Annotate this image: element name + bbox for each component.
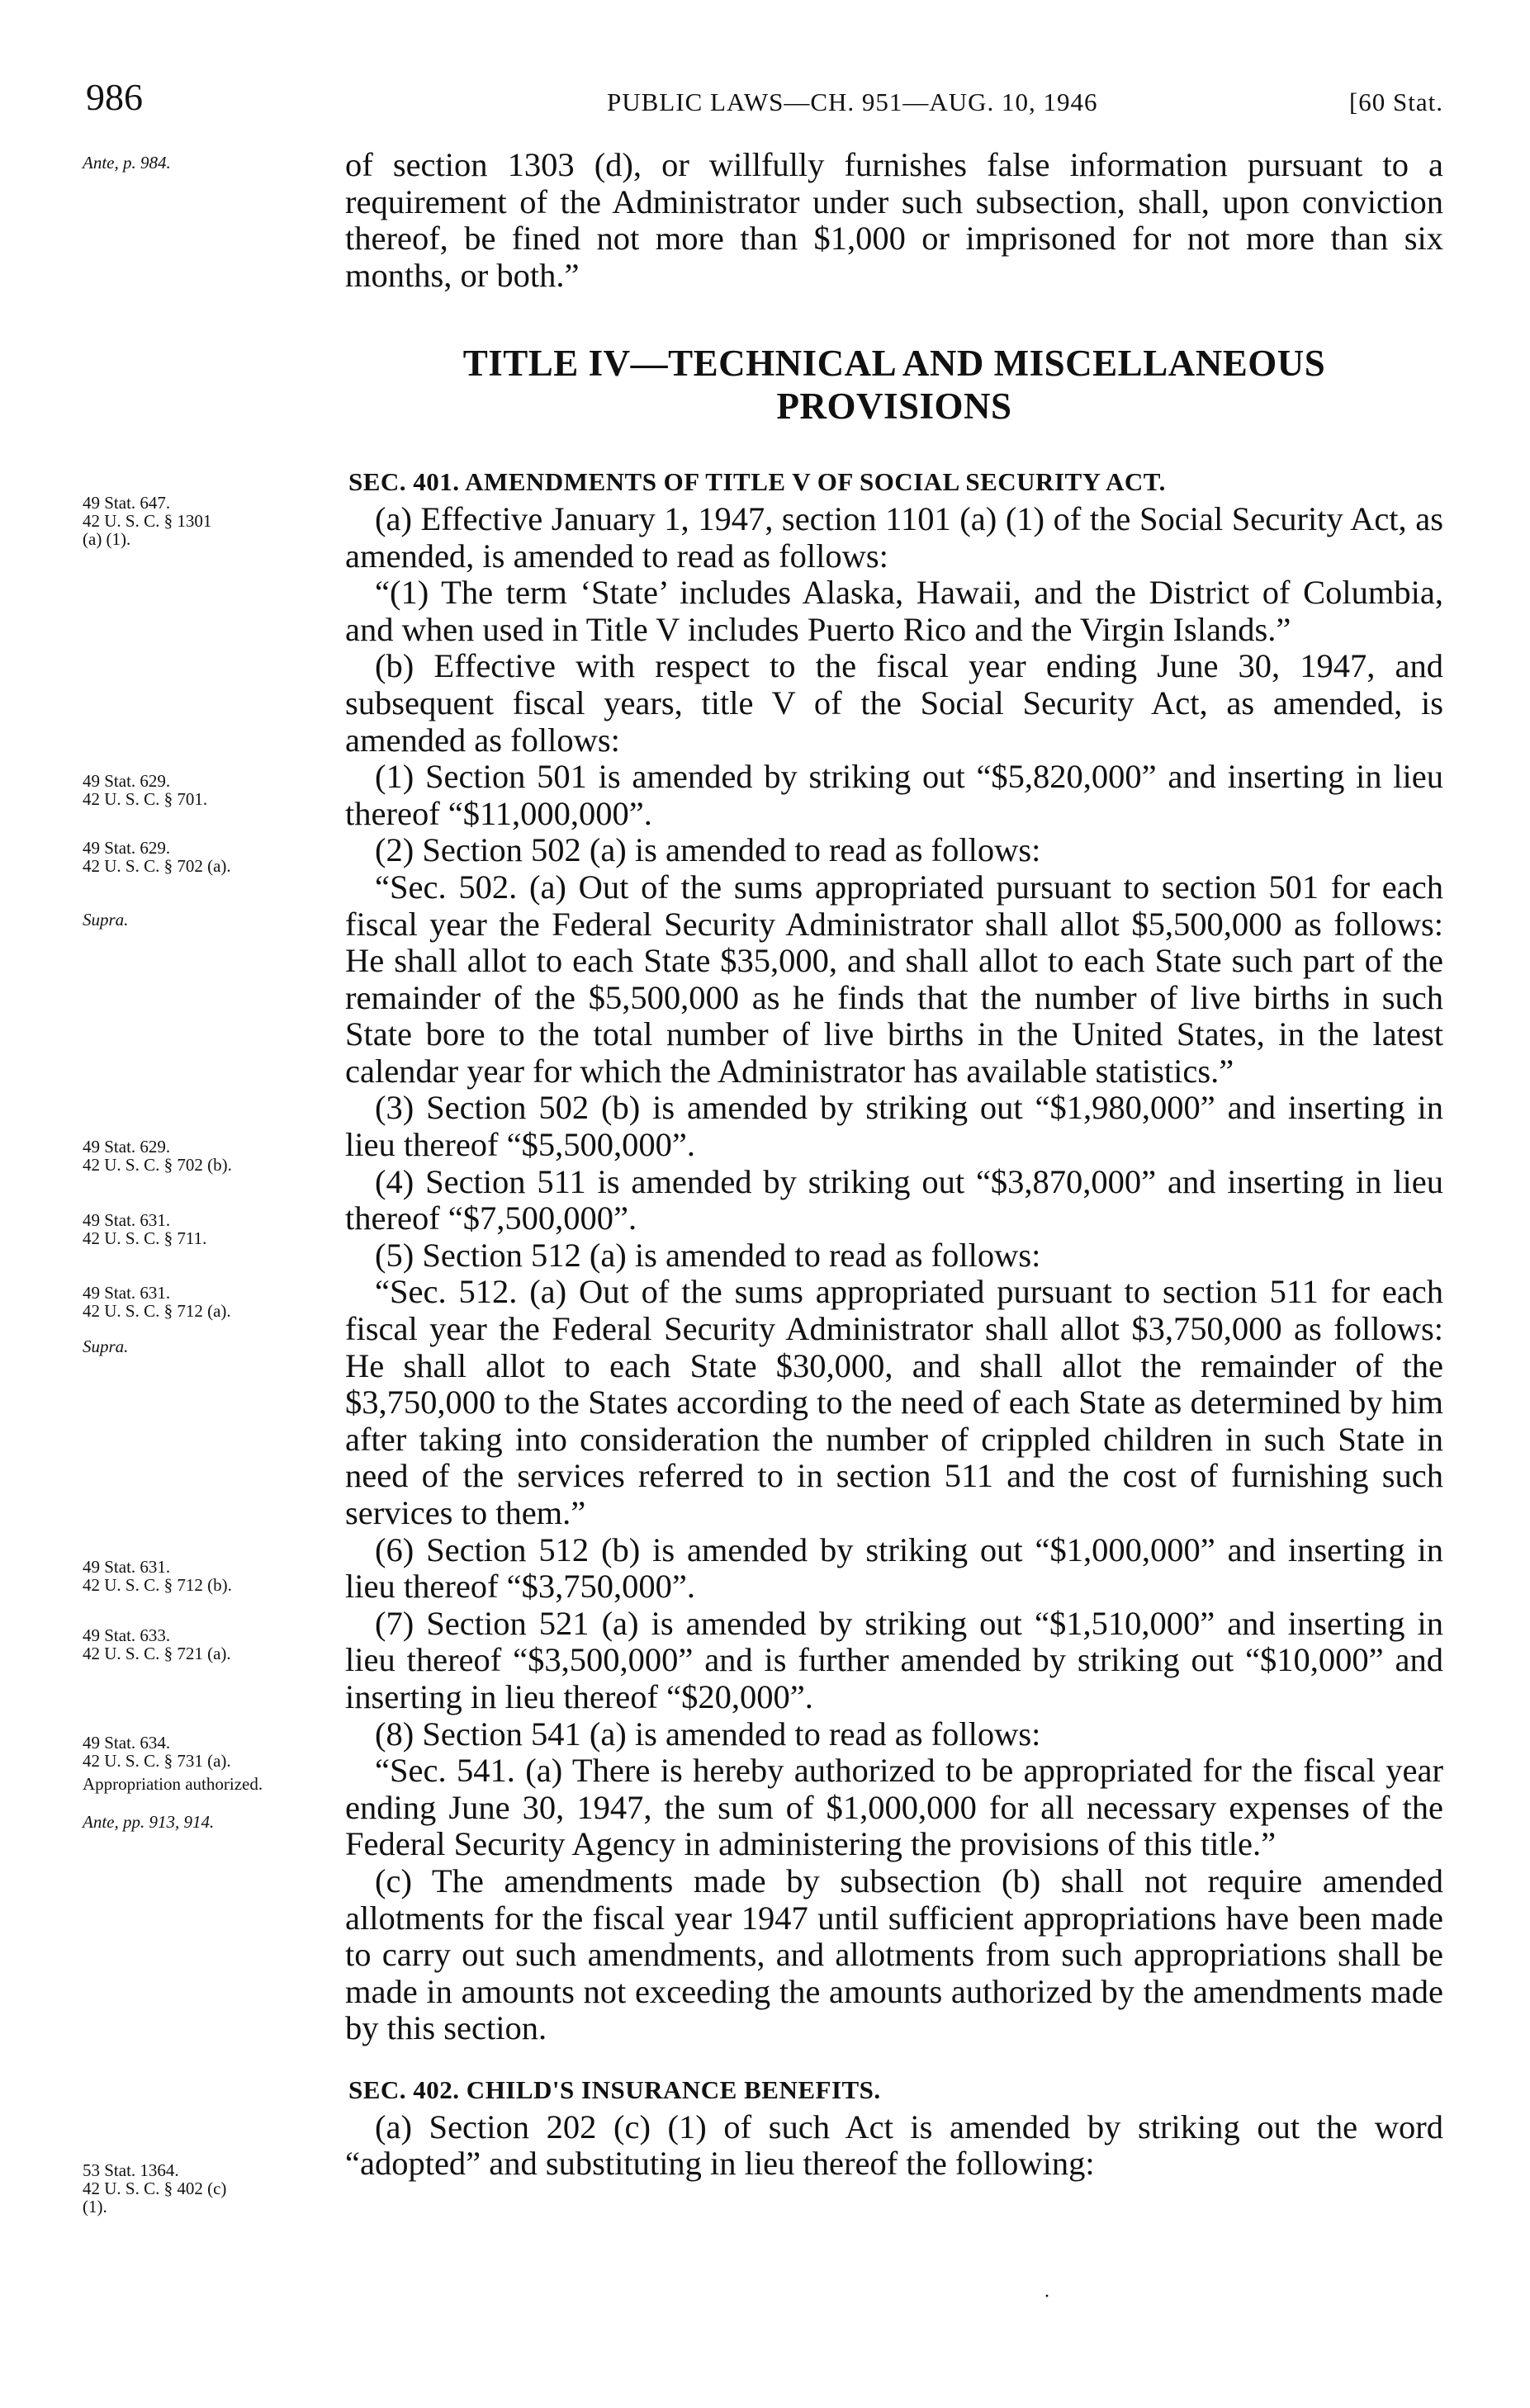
paragraph: (a) Effective January 1, 1947, section 1101 (a) (1) of the Social Security Act, as amended, is amended to read as follows: <box>345 499 1443 575</box>
margin-note: 49 Stat. 629. 42 U. S. C. § 701. <box>83 771 208 809</box>
paragraph: (c) The amendments made by subsection (b) shall not require amended allotments for the fiscal year 1947 until sufficient appropriations have been made to carry out such amendments, and allotments from such appropriations shall be made in amounts not exceeding the amounts authorized by the amendments made by this section. <box>345 1862 1443 2047</box>
margin-note: 49 Stat. 631. 42 U. S. C. § 712 (a). <box>83 1283 231 1321</box>
paragraph: “Sec. 502. (a) Out of the sums appropriated pursuant to section 501 for each fiscal year the Federal Security Administrator shall allot $5,500,000 as follows: He shall allot to each State $35,000, and shall allot to each State such part of the remainder of the $5,500,000 as he finds that the number of live births in such State bore to the total number of live births in the United States, in the latest calendar year for which the Administrator has available statistics.” <box>345 868 1443 1090</box>
volume-reference: [60 Stat. <box>1348 88 1443 116</box>
print-mark: · <box>1044 2286 1050 2307</box>
margin-note: 49 Stat. 647. 42 U. S. C. § 1301 (a) (1). <box>83 493 212 549</box>
margin-note: 49 Stat. 631. 42 U. S. C. § 712 (b). <box>83 1557 232 1595</box>
margin-note: 49 Stat. 634. 42 U. S. C. § 731 (a). <box>83 1733 231 1771</box>
margin-note: Ante, p. 984. <box>83 153 171 173</box>
paragraph: (b) Effective with respect to the fiscal year ending June 30, 1947, and subsequent fiscal years, title V of the Social Security Act, as amended, is amended as follows: <box>345 647 1443 759</box>
paragraph: (1) Section 501 is amended by striking out “$5,820,000” and inserting in lieu thereof “$11,000,000”. <box>345 758 1443 832</box>
paragraph: (5) Section 512 (a) is amended to read as follows: <box>375 1236 1041 1274</box>
margin-note: Appropriation authorized. <box>83 1774 263 1794</box>
paragraph: “Sec. 541. (a) There is hereby authorized to be appropriated for the fiscal year ending June 30, 1947, the sum of $1,000,000 for all necessary expenses of the Federal Security Agency in administering the provisions of this title.” <box>345 1752 1443 1863</box>
paragraph: (a) Section 202 (c) (1) of such Act is amended by striking out the word “adopted” and substituting in lieu thereof the following: <box>345 2108 1443 2183</box>
title-heading: TITLE IV—TECHNICAL AND MISCELLANEOUS PROVISIONS <box>462 343 1326 428</box>
page-number: 986 <box>86 76 143 118</box>
paragraph: of section 1303 (d), or willfully furnishes false information pursuant to a requirement of the Administrator under such subsection, shall, upon conviction thereof, be fined not more than $1,000 or imprisoned for not more than six months, or both.” <box>345 146 1443 294</box>
paragraph: (6) Section 512 (b) is amended by striking out “$1,000,000” and inserting in lieu thereof “$3,750,000”. <box>345 1530 1443 1606</box>
paragraph: (4) Section 511 is amended by striking out “$3,870,000” and inserting in lieu thereof “$7,500,000”. <box>345 1162 1443 1237</box>
paragraph: (8) Section 541 (a) is amended to read as follows: <box>375 1715 1041 1753</box>
paragraph: (3) Section 502 (b) is amended by striking out “$1,980,000” and inserting in lieu thereof “$5,500,000”. <box>345 1089 1443 1164</box>
margin-note: 49 Stat. 629. 42 U. S. C. § 702 (a). <box>83 838 231 876</box>
body-text <box>345 147 1443 2183</box>
margin-note: Ante, pp. 913, 914. <box>83 1812 215 1832</box>
section-heading: SEC. 401. AMENDMENTS OF TITLE V OF SOCIAL SECURITY ACT. <box>348 467 1166 497</box>
margin-note: 53 Stat. 1364. 42 U. S. C. § 402 (c) (1). <box>83 2160 227 2216</box>
running-head: PUBLIC LAWS—CH. 951—AUG. 10, 1946 <box>607 88 1098 116</box>
margin-note: 49 Stat. 633. 42 U. S. C. § 721 (a). <box>83 1625 231 1663</box>
margin-note: 49 Stat. 629. 42 U. S. C. § 702 (b). <box>83 1137 232 1175</box>
section-heading: SEC. 402. CHILD'S INSURANCE BENEFITS. <box>348 2074 881 2104</box>
paragraph: “Sec. 512. (a) Out of the sums appropriated pursuant to section 511 for each fiscal year the Federal Security Administrator shall allot $3,750,000 as follows: He shall allot to each State $30,000, and shall allot the remainder of the $3,750,000 to the States according to the need of each State as determined by him after taking into consideration the number of crippled children in such State in need of the services referred to in section 511 and the cost of furnishing such services to them.” <box>345 1273 1443 1531</box>
paragraph: (2) Section 502 (a) is amended to read as follows: <box>375 831 1041 869</box>
paragraph: “(1) The term ‘State’ includes Alaska, Hawaii, and the District of Columbia, and when used in Title V includes Puerto Rico and the Virgin Islands.” <box>345 574 1443 648</box>
margin-note: Supra. <box>83 910 129 930</box>
paragraph: (7) Section 521 (a) is amended by striking out “$1,510,000” and inserting in lieu thereof “$3,500,000” and is further amended by striking out “$10,000” and inserting in lieu thereof “$20,000”. <box>345 1604 1443 1715</box>
page-header <box>0 76 1530 125</box>
margin-note: Supra. <box>83 1336 129 1356</box>
margin-note: 49 Stat. 631. 42 U. S. C. § 711. <box>83 1210 207 1248</box>
